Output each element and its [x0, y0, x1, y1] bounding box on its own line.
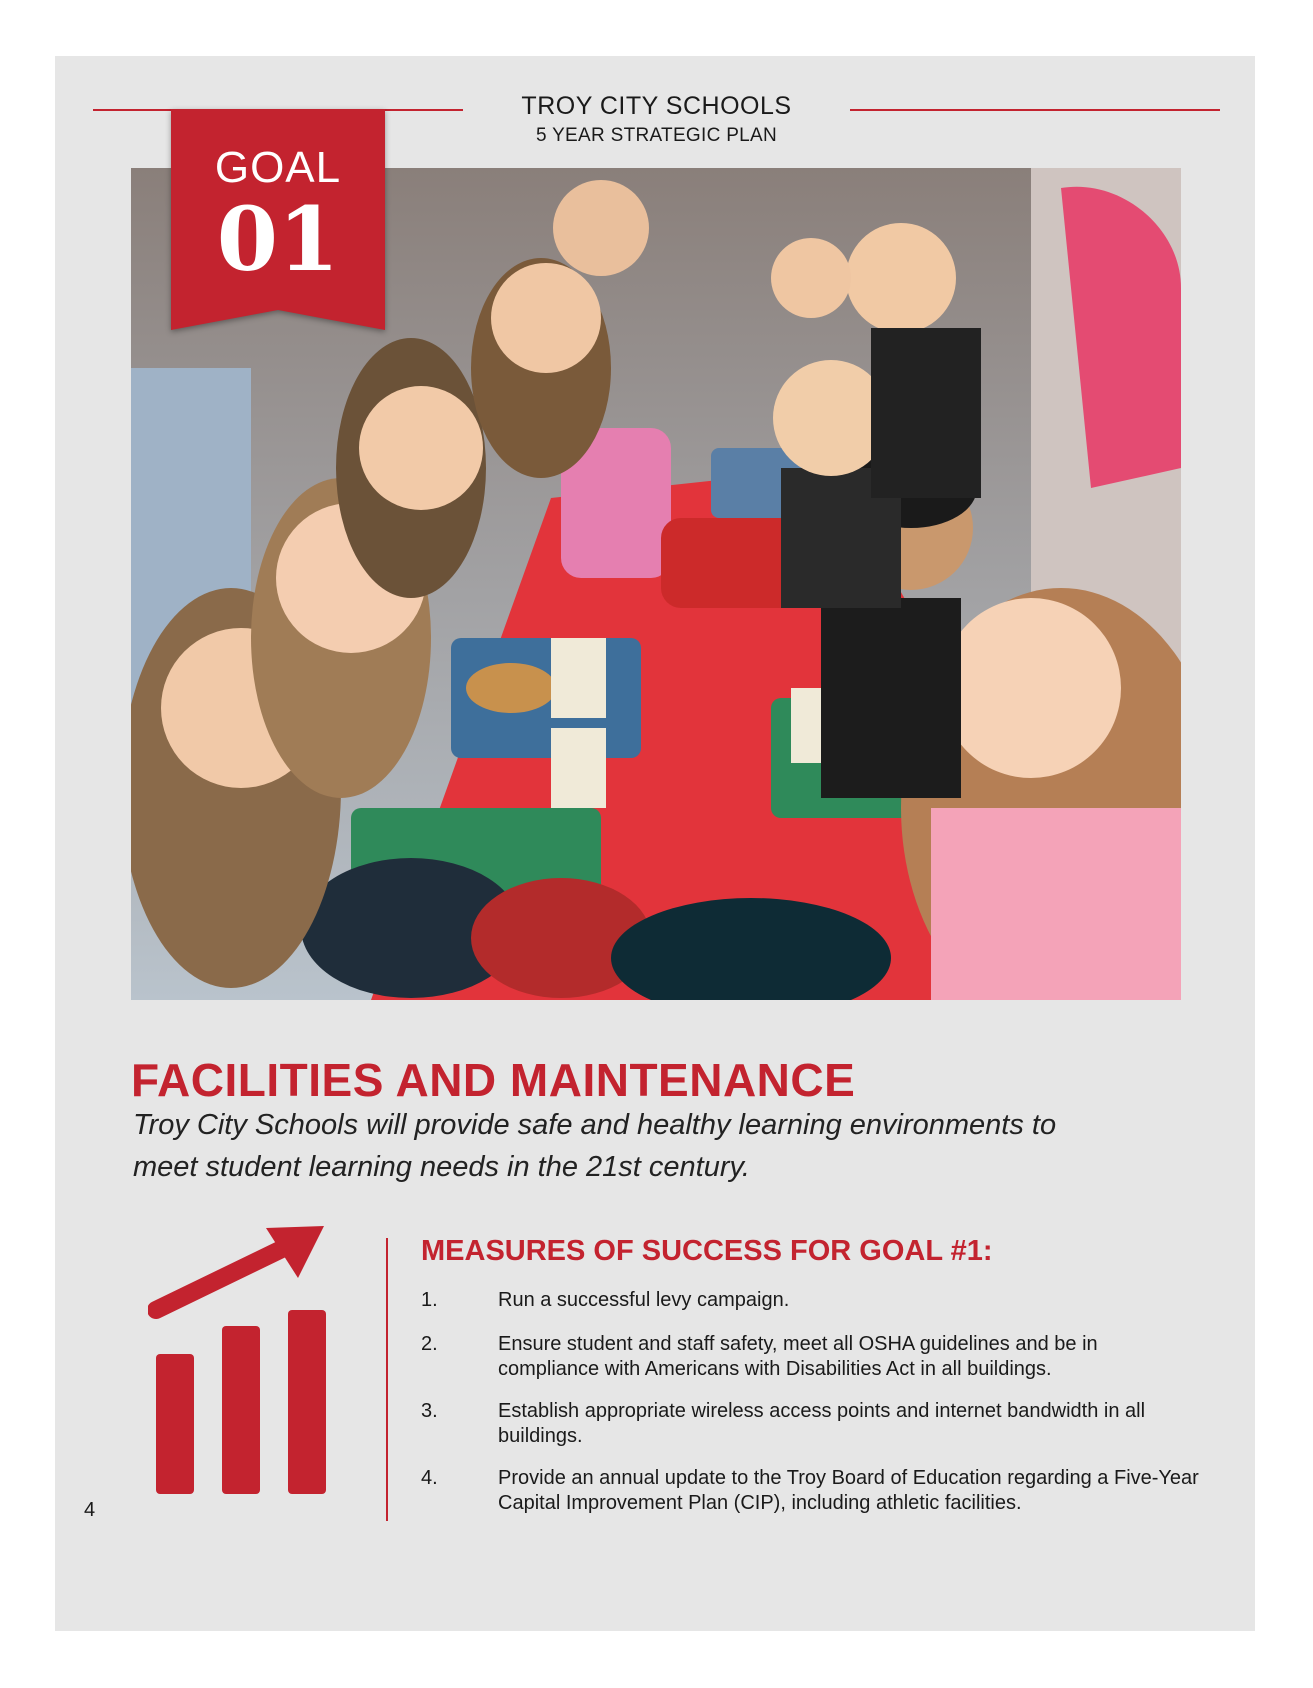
header-subtitle: 5 YEAR STRATEGIC PLAN [535, 125, 778, 146]
page-number: 4 [84, 1499, 96, 1521]
measures-divider [386, 1238, 388, 1521]
goal-label: GOAL [214, 143, 342, 192]
list-item [421, 1466, 1201, 1516]
list-item-text: Run a successful levy campaign. [498, 1289, 790, 1311]
growth-chart-icon [148, 1226, 338, 1496]
section-tagline: Troy City Schools will provide safe and healthy learning environments to meet student learning needs in the 21st century. [133, 1109, 1057, 1183]
list-item [421, 1332, 1201, 1382]
goal-badge [171, 109, 385, 330]
list-item-number: 4. [421, 1467, 438, 1489]
list-item-text: Establish appropriate wireless access points and internet bandwidth in all buildings. [498, 1400, 1146, 1447]
header-rule-right [850, 109, 1220, 111]
goal-number: 01 [216, 187, 340, 291]
header-title: TROY CITY SCHOOLS [521, 92, 792, 120]
list-item [421, 1399, 1201, 1449]
section-title: FACILITIES AND MAINTENANCE [131, 1054, 856, 1106]
list-item-text: Ensure student and staff safety, meet all OSHA guidelines and be in compliance with Americans with Disabilities Act in all buildings. [498, 1333, 1098, 1380]
list-item [421, 1288, 789, 1313]
list-item-text: Provide an annual update to the Troy Board of Education regarding a Five-Year Capital Improvement Plan (CIP), including athletic facilities. [498, 1467, 1199, 1514]
measures-title: MEASURES OF SUCCESS FOR GOAL #1: [421, 1235, 993, 1267]
list-item-number: 3. [421, 1400, 438, 1422]
list-item-number: 2. [421, 1333, 438, 1355]
list-item-number: 1. [421, 1289, 438, 1311]
